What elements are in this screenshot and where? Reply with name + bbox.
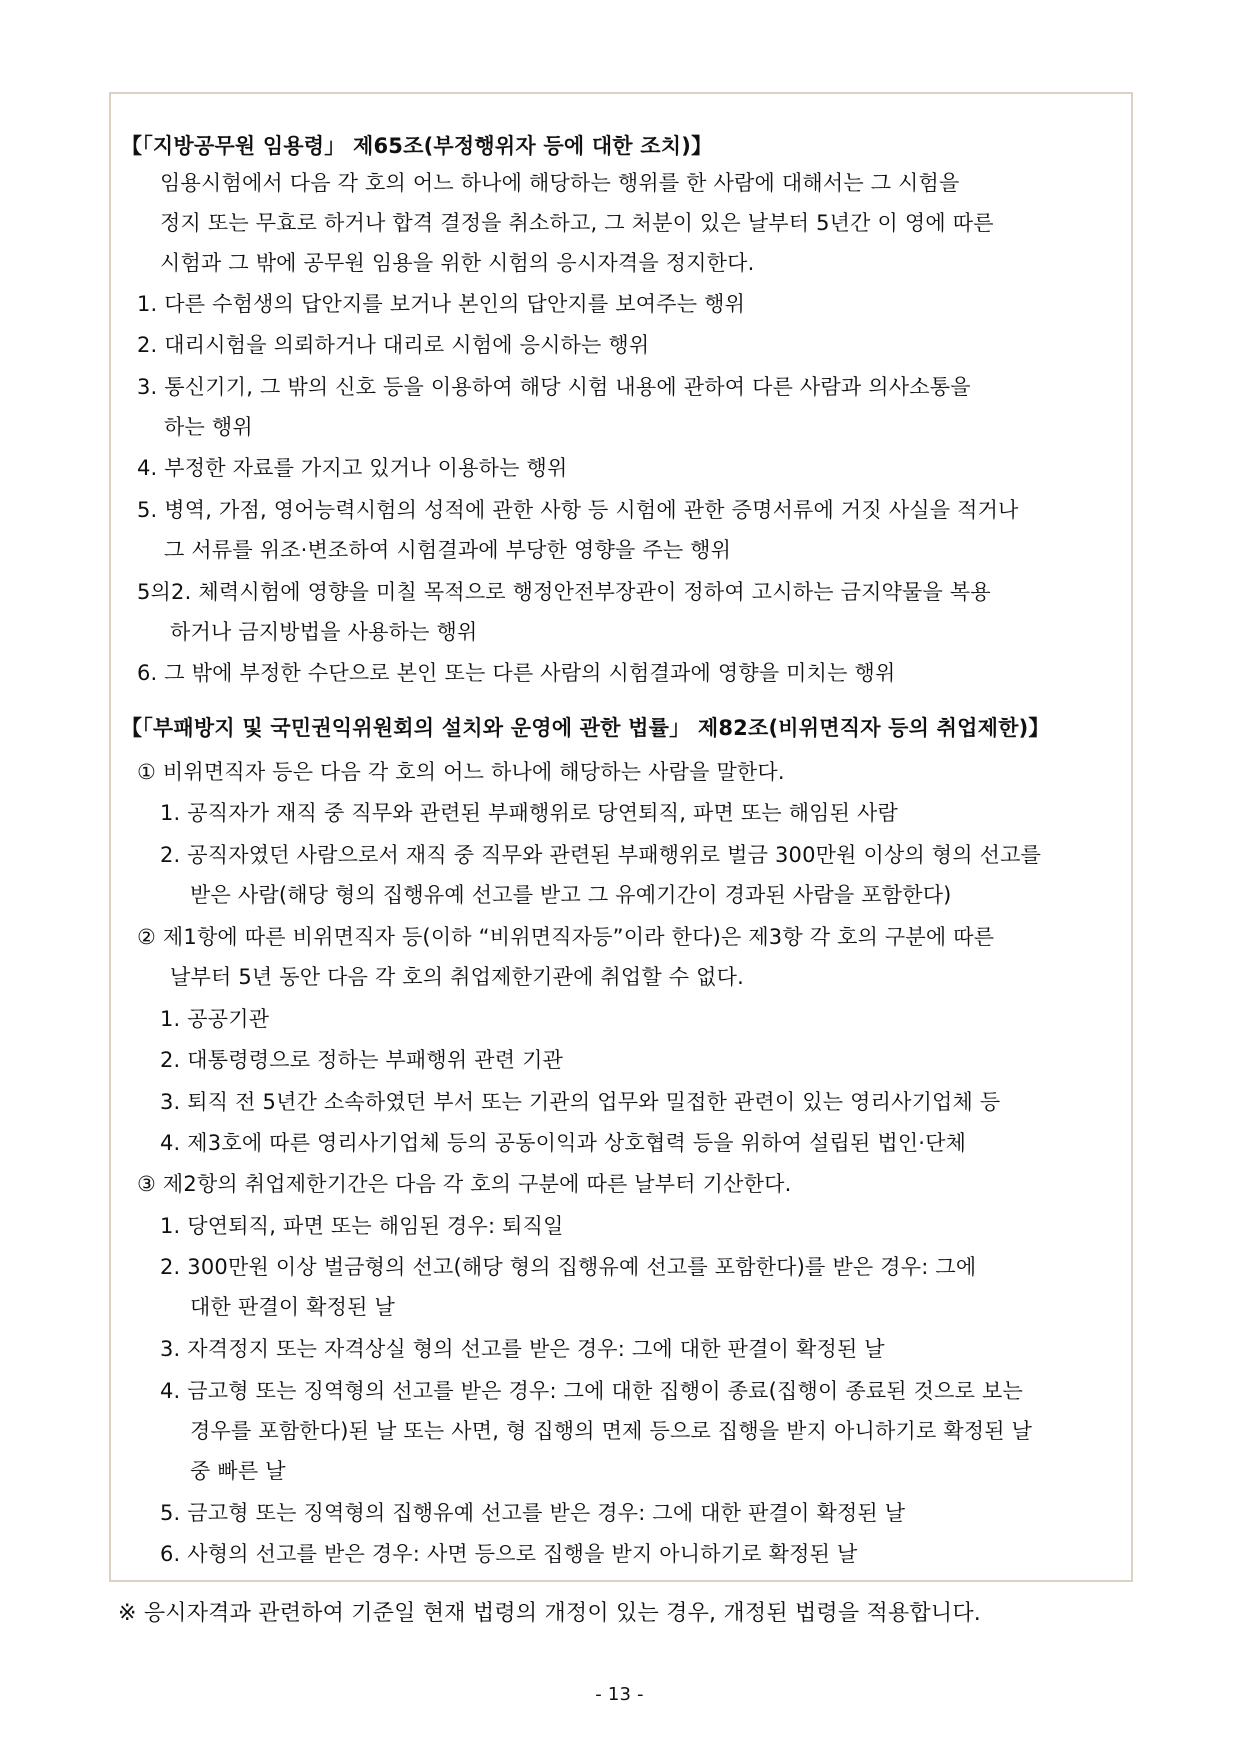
section2-paragraph: ② 제1항에 따른 비위면직자 등(이하 “비위면직자등”이라 한다)은 제3항 각 호의 구분에 따른 bbox=[137, 925, 995, 949]
section1-item: 5의2. 체력시험에 영향을 미칠 목적으로 행정안전부장관이 정하여 고시하는 금지약물을 복용 bbox=[137, 580, 991, 604]
section1-item: 1. 다른 수험생의 답안지를 보거나 본인의 답안지를 보여주는 행위 bbox=[137, 292, 746, 316]
section1-item: 2. 대리시험을 의뢰하거나 대리로 시험에 응시하는 행위 bbox=[137, 333, 650, 357]
section2-paragraph: ① 비위면직자 등은 다음 각 호의 어느 하나에 해당하는 사람을 말한다. bbox=[137, 760, 785, 784]
section2-heading: 【「부패방지 및 국민권익위원회의 설치와 운영에 관한 법률」 제82조(비위면직자 등의 취업제한)】 bbox=[121, 716, 1050, 740]
section2-item: 1. 당연퇴직, 파면 또는 해임된 경우: 퇴직일 bbox=[160, 1214, 564, 1238]
section2-item: 4. 제3호에 따른 영리사기업체 등의 공동이익과 상호협력 등을 위하여 설립된 법인·단체 bbox=[160, 1131, 967, 1155]
section1-item: 6. 그 밖에 부정한 수단으로 본인 또는 다른 사람의 시험결과에 영향을 미치는 행위 bbox=[137, 661, 896, 685]
page-number: - 13 - bbox=[595, 1684, 644, 1705]
section2-item: 3. 자격정지 또는 자격상실 형의 선고를 받은 경우: 그에 대한 판결이 확정된 날 bbox=[160, 1337, 885, 1361]
section1-intro-line: 정지 또는 무효로 하거나 합격 결정을 취소하고, 그 처분이 있은 날부터 5년간 이 영에 따른 bbox=[160, 211, 994, 235]
section2-item: 1. 공직자가 재직 중 직무와 관련된 부패행위로 당연퇴직, 파면 또는 해임된 사람 bbox=[160, 801, 899, 825]
section2-item-cont: 중 빠른 날 bbox=[190, 1459, 286, 1483]
section2-item: 2. 대통령령으로 정하는 부패행위 관련 기관 bbox=[160, 1048, 564, 1072]
section2-item-cont: 받은 사람(해당 형의 집행유예 선고를 받고 그 유예기간이 경과된 사람을 포함한다) bbox=[190, 883, 952, 907]
section2-paragraph-cont: 날부터 5년 동안 다음 각 호의 취업제한기관에 취업할 수 없다. bbox=[170, 965, 744, 989]
section1-heading: 【「지방공무원 임용령」 제65조(부정행위자 등에 대한 조치)】 bbox=[121, 134, 713, 158]
section2-item: 6. 사형의 선고를 받은 경우: 사면 등으로 집행을 받지 아니하기로 확정된 날 bbox=[160, 1542, 858, 1566]
section1-item-cont: 하는 행위 bbox=[164, 415, 253, 439]
section1-intro-line: 임용시험에서 다음 각 호의 어느 하나에 해당하는 행위를 한 사람에 대해서는 그 시험을 bbox=[160, 171, 960, 195]
section1-intro-line: 시험과 그 밖에 공무원 임용을 위한 시험의 응시자격을 정지한다. bbox=[160, 251, 755, 275]
section2-item: 3. 퇴직 전 5년간 소속하였던 부서 또는 기관의 업무와 밀접한 관련이 있는 영리사기업체 등 bbox=[160, 1090, 1001, 1114]
section2-item-cont: 대한 판결이 확정된 날 bbox=[190, 1295, 395, 1319]
section1-item-cont: 그 서류를 위조·변조하여 시험결과에 부당한 영향을 주는 행위 bbox=[164, 538, 732, 562]
section2-paragraph: ③ 제2항의 취업제한기간은 다음 각 호의 구분에 따른 날부터 기산한다. bbox=[137, 1172, 792, 1196]
section1-item: 4. 부정한 자료를 가지고 있거나 이용하는 행위 bbox=[137, 456, 568, 480]
section1-item: 5. 병역, 가점, 영어능력시험의 성적에 관한 사항 등 시험에 관한 증명서류에 거짓 사실을 적거나 bbox=[137, 498, 1019, 522]
section2-item: 4. 금고형 또는 징역형의 선고를 받은 경우: 그에 대한 집행이 종료(집행이 종료된 것으로 보는 bbox=[160, 1379, 1023, 1403]
section2-item: 2. 300만원 이상 벌금형의 선고(해당 형의 집행유예 선고를 포함한다)를 받은 경우: 그에 bbox=[160, 1255, 977, 1279]
eligibility-note: ※ 응시자격과 관련하여 기준일 현재 법령의 개정이 있는 경우, 개정된 법령을 적용합니다. bbox=[118, 1601, 981, 1626]
section2-item: 1. 공공기관 bbox=[160, 1007, 270, 1031]
section1-item: 3. 통신기기, 그 밖의 신호 등을 이용하여 해당 시험 내용에 관하여 다른 사람과 의사소통을 bbox=[137, 375, 971, 399]
section1-item-cont: 하거나 금지방법을 사용하는 행위 bbox=[170, 620, 478, 644]
section2-item: 2. 공직자였던 사람으로서 재직 중 직무와 관련된 부패행위로 벌금 300만원 이상의 형의 선고를 bbox=[160, 843, 1042, 867]
section2-item: 5. 금고형 또는 징역형의 집행유예 선고를 받은 경우: 그에 대한 판결이 확정된 날 bbox=[160, 1501, 906, 1525]
section2-item-cont: 경우를 포함한다)된 날 또는 사면, 형 집행의 면제 등으로 집행을 받지 아니하기로 확정된 날 bbox=[190, 1419, 1033, 1443]
